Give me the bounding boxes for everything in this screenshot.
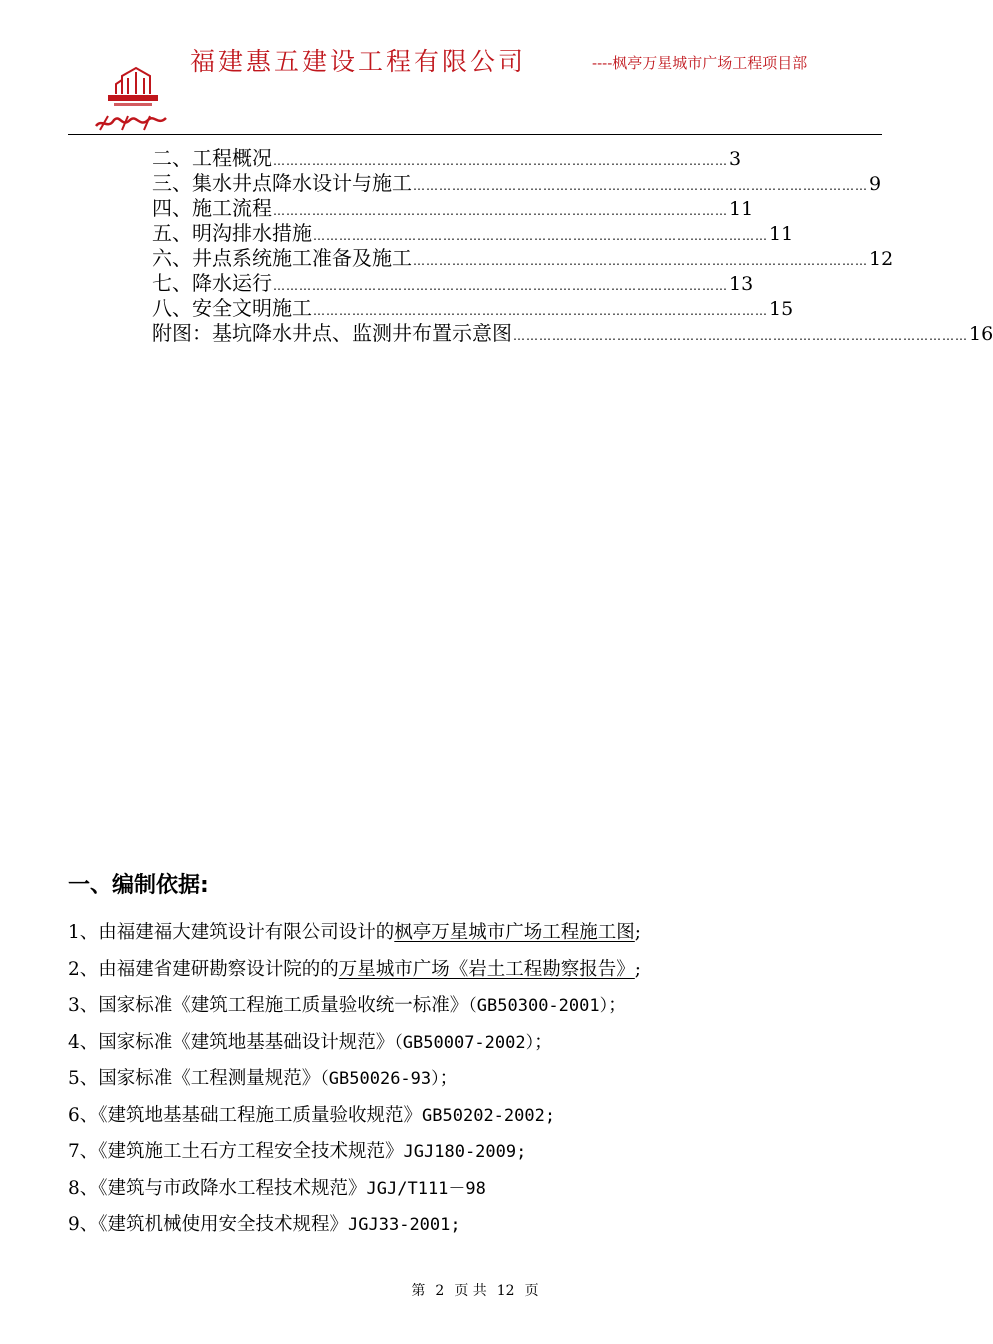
reference-punct: ； [534,1031,553,1053]
toc-entry-page: 11 [729,198,754,220]
reference-text: 8、《建筑与市政降水工程技术规范》 [68,1177,367,1199]
toc-entry[interactable] [152,171,882,196]
toc-dot-leader: …………………………………………………………………………………………… [273,279,728,293]
footer-page-number: 2 [435,1283,445,1299]
list-item [68,1061,888,1098]
toc-entry-page: 11 [769,223,794,245]
project-name: ----枫亭万星城市广场工程项目部 [592,54,808,72]
list-item [68,952,888,989]
list-item [68,1134,888,1171]
reference-text: 2、由福建省建研勘察设计院的的 [68,958,339,980]
toc-entry[interactable] [152,196,754,221]
toc-entry-title: 六、井点系统施工准备及施工 [152,246,412,270]
toc-entry[interactable] [152,221,794,246]
footer-suffix: 页 [524,1283,539,1299]
list-item [68,988,888,1025]
footer-total-pages: 12 [496,1283,515,1299]
list-item [68,1025,888,1062]
reference-text: 5、国家标准《工程测量规范》 [68,1068,321,1089]
toc-entry[interactable] [152,321,993,346]
toc-entry-title: 附图：基坑降水井点、监测井布置示意图 [152,321,512,345]
reference-list [68,915,888,1244]
toc-entry-page: 3 [729,148,742,170]
toc-dot-leader: …………………………………………………………………………………………… [273,204,728,218]
reference-text: 4、国家标准《建筑地基基础设计规范》 [68,1031,395,1053]
header-divider [68,134,882,135]
reference-code: JGJ33-2001; [348,1215,461,1235]
toc-entry-page: 13 [729,273,754,295]
reference-code: JGJ180-2009; [403,1142,527,1162]
toc-entry[interactable] [152,146,742,171]
toc-dot-leader: …………………………………………………………………………………………… [273,154,728,168]
toc-dot-leader: …………………………………………………………………………………………… [513,329,968,343]
toc-dot-leader: …………………………………………………………………………………………… [413,254,868,268]
reference-text: 3、国家标准《建筑工程施工质量验收统一标准》 [68,995,469,1016]
reference-text: 7、《建筑施工土石方工程安全技术规范》 [68,1141,404,1162]
footer-mid: 页 共 [454,1283,487,1299]
reference-link-text: 枫亭万星城市广场工程施工图 [394,922,635,943]
toc-dot-leader: …………………………………………………………………………………………… [313,229,768,243]
reference-punct: ; [634,958,642,980]
reference-code: （GB50026-93） [320,1069,440,1089]
toc-entry[interactable] [152,246,894,271]
toc-entry-title: 三、集水井点降水设计与施工 [152,171,412,195]
reference-code: GB50202-2002; [422,1105,556,1126]
section-heading: 一、编制依据: [68,873,209,898]
toc-entry-title: 二、工程概况 [152,146,272,170]
list-item [68,1098,888,1135]
toc-dot-leader: …………………………………………………………………………………………… [313,304,768,318]
company-logo [92,64,172,136]
list-item [68,1207,888,1244]
reference-text: 1、由福建福大建筑设计有限公司设计的 [68,922,395,943]
table-of-contents [152,146,993,346]
toc-entry-page: 15 [769,298,794,320]
reference-punct: ； [608,995,627,1016]
reference-code: （GB50300-2001） [468,996,609,1016]
footer-prefix: 第 [411,1283,426,1299]
toc-entry-title: 七、降水运行 [152,271,272,295]
toc-entry[interactable] [152,296,794,321]
toc-entry-page: 9 [869,173,882,195]
reference-punct: ； [439,1068,459,1089]
reference-text: 9、《建筑机械使用安全技术规程》 [68,1214,349,1235]
toc-dot-leader: …………………………………………………………………………………………… [413,179,868,193]
company-name: 福建惠五建设工程有限公司 [190,47,527,76]
toc-entry-page: 12 [869,248,894,270]
reference-code: JGJ/T111－98 [366,1178,486,1199]
reference-link-text: 万星城市广场《岩土工程勘察报告》 [338,958,635,980]
toc-entry-page: 16 [969,323,993,345]
list-item [68,915,888,952]
toc-entry-title: 四、施工流程 [152,196,272,220]
toc-entry-title: 八、安全文明施工 [152,296,312,320]
toc-entry[interactable] [152,271,754,296]
toc-entry-title: 五、明沟排水措施 [152,221,312,245]
reference-punct: ; [634,922,642,943]
list-item [68,1171,888,1208]
reference-text: 6、《建筑地基基础工程施工质量验收规范》 [68,1104,423,1126]
reference-code: （GB50007-2002） [394,1032,535,1053]
page-footer [0,1280,950,1300]
